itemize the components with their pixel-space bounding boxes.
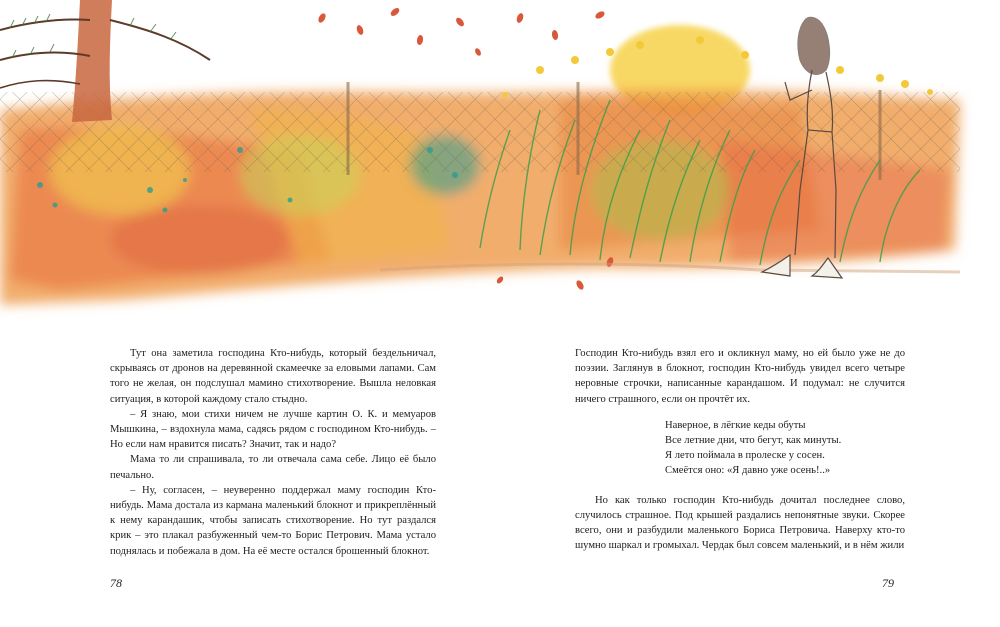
poem-line: Я лето поймала в пролеске у сосен. (665, 450, 825, 462)
fence-mesh (0, 92, 960, 172)
poem-line: Наверное, в лёгкие кеды обуты (665, 419, 806, 431)
page-number-right: 79 (882, 576, 894, 590)
right-page-text (575, 346, 905, 553)
poem (665, 418, 905, 479)
paragraph: – Я знаю, мои стихи ничем не лучше картин О. К. и мемуаров Мышкина, – вздохнула мама, садясь рядом с господином Кто-нибудь. – Но если нам нравится писать? Значит, так и надо? (110, 408, 436, 451)
paragraph: Господин Кто-нибудь взял его и окликнул маму, но ей было уже не до поэзии. Заглянув в блокнот, господин Кто-нибудь увидел всего четыре неровные строчки, написанные карандашом. И подумал: не случится ничего страшного, если он прочтёт их. (575, 348, 905, 405)
paragraph: Но как только господин Кто-нибудь дочитал последнее слово, случилось страшное. Под крышей раздались непонятные звуки. Скорее всего, они и разбудили маленького Бориса Петровича. Наверху кто-то шумно шаркал и громыхал. Чердак был совсем маленький, и в нём жили (575, 494, 905, 552)
paragraph: Тут она заметила господина Кто-нибудь, который бездельничал, скрываясь от дронов на деревянной скамеечке за еловыми лапами. Сам того не желая, он подслушал мамино стихотворение. Вышла неловкая ситуация, в которой каждому стало стыдно. (110, 348, 436, 405)
poem-line: Все летние дни, что бегут, как минуты. (665, 435, 842, 447)
left-page-text (110, 346, 436, 559)
poem-line: Смеётся оно: «Я давно уже осень!..» (665, 465, 831, 477)
page-number-left: 78 (110, 576, 122, 590)
paragraph: – Ну, согласен, – неуверенно поддержал маму господин Кто-нибудь. Мама достала из кармана маленький блокнот и прикреплённый к нему карандашик, чтобы записать стихотворение. Но тут раздался крик – это плакал разбуженный чем-то Борис Петрович. Мама устало поднялась и побежала в дом. На её месте остался брошенный блокнот. (110, 484, 436, 557)
paragraph: Мама то ли спрашивала, то ли отвечала сама себе. Лицо её было печально. (110, 454, 436, 481)
